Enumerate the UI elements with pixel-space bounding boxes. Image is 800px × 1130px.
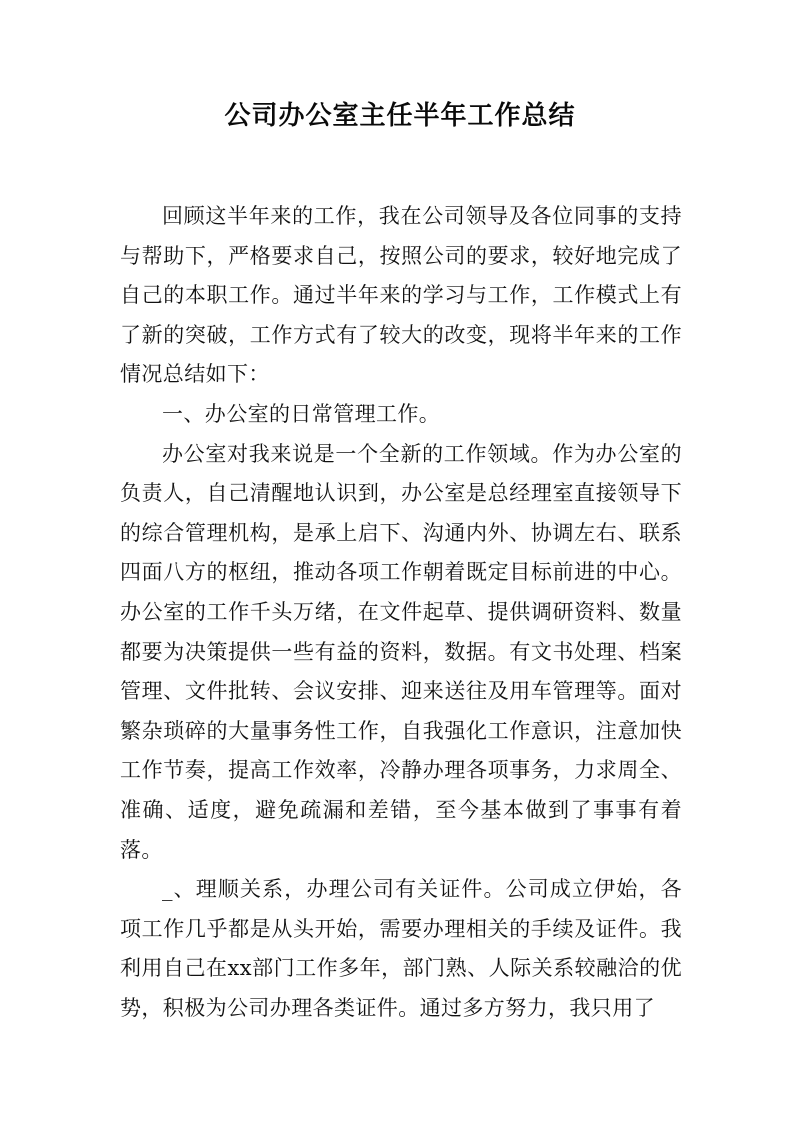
paragraph-intro: 回顾这半年来的工作，我在公司领导及各位同事的支持与帮助下，严格要求自己，按照公司的要求，较好地完成了自己的本职工作。通过半年来的学习与工作，工作模式上有了新的突破，工作方式有了较大的改变，现将半年来的工作情况总结如下： [120, 204, 682, 387]
section-heading-daily-management: 一、办公室的日常管理工作。 [162, 401, 441, 426]
document-title: 公司办公室主任半年工作总结 [224, 101, 576, 131]
paragraph-certificates: _、理顺关系，办理公司有关证件。公司成立伊始，各项工作几乎都是从头开始，需要办理相关的手续及证件。我利用自己在xx部门工作多年，部门熟、人际关系较融洽的优势，积极为公司办理各类证件。通过多方努力，我只用了 [120, 877, 682, 1020]
document-body [120, 197, 682, 1028]
paragraph-office-work: 办公室对我来说是一个全新的工作领域。作为办公室的负责人，自己清醒地认识到，办公室是总经理室直接领导下的综合管理机构，是承上启下、沟通内外、协调左右、联系四面八方的枢纽，推动各项工作朝着既定目标前进的中心。办公室的工作千头万绪，在文件起草、提供调研资料、数量都要为决策提供一些有益的资料，数据。有文书处理、档案管理、文件批转、会议安排、迎来送往及用车管理等。面对繁杂琐碎的大量事务性工作，自我强化工作意识，注意加快工作节奏，提高工作效率，冷静办理各项事务，力求周全、准确、适度，避免疏漏和差错，至今基本做到了事事有着落。 [120, 441, 682, 862]
